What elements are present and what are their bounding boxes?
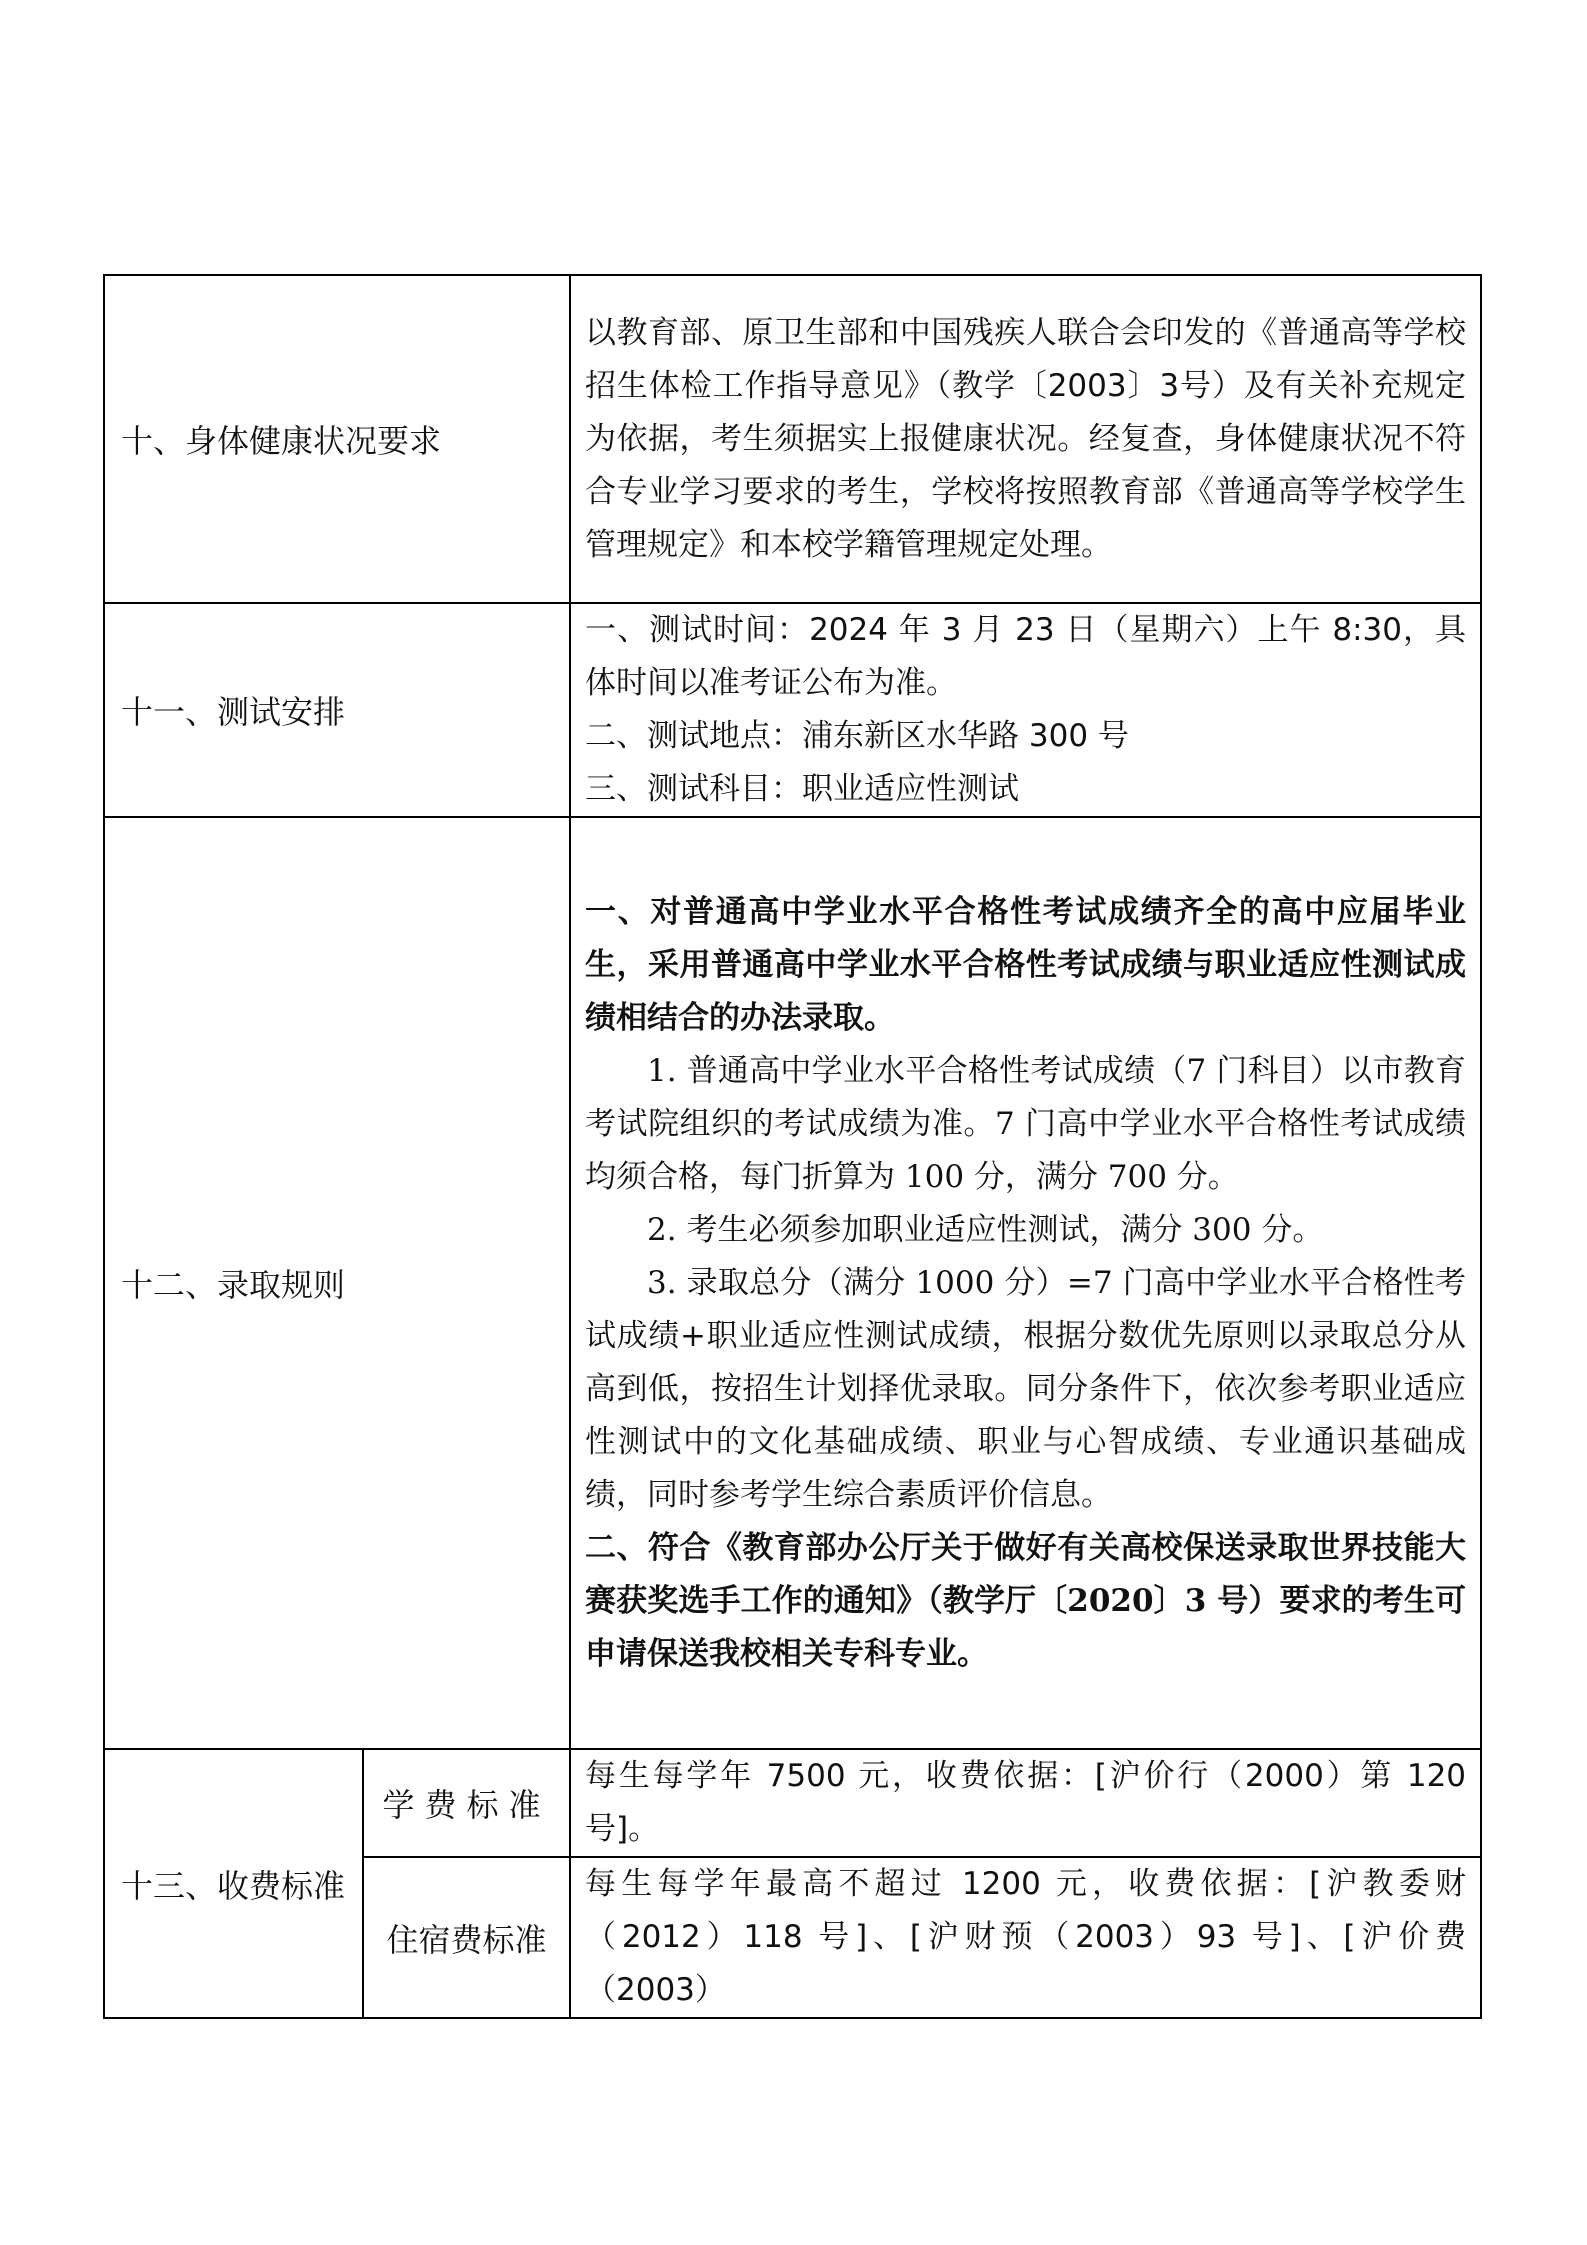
fees-label: 十三、收费标准 [104, 1749, 363, 2018]
row-admission [104, 817, 1481, 1749]
test-subject: 三、测试科目：职业适应性测试 [585, 771, 1020, 807]
admission-item-2: 2. 考生必须参加职业适应性测试，满分 300 分。 [647, 1211, 1324, 1248]
test-content [570, 603, 1481, 817]
admission-heading-2: 二、符合《教育部办公厅关于做好有关高校保送录取世界技能大赛获奖选手工作的通知》（教学厅〔2020〕3 号）要求的考生可申请保送我校相关专科专业。 [585, 1529, 1467, 1672]
row-health [104, 275, 1481, 603]
test-location: 二、测试地点：浦东新区水华路 300 号 [585, 718, 1129, 754]
row-test [104, 603, 1481, 817]
tuition-text: 每生每学年 7500 元，收费依据：[沪价行（2000）第 120 号]。 [585, 1758, 1467, 1847]
admission-heading-1: 一、对普通高中学业水平合格性考试成绩齐全的高中应届毕业生，采用普通高中学业水平合格性考试成绩与职业适应性测试成绩相结合的办法录取。 [585, 893, 1467, 1036]
row-tuition [104, 1749, 1481, 1857]
admission-content [570, 817, 1481, 1749]
tuition-label: 学费标准 [363, 1749, 570, 1857]
admissions-table [103, 274, 1482, 2019]
health-label: 十、身体健康状况要求 [104, 275, 570, 603]
lodging-content [570, 1857, 1481, 2018]
admission-label: 十二、录取规则 [104, 817, 570, 1749]
lodging-text: 每生每学年最高不超过 1200 元，收费依据：[沪教委财（2012）118 号]、[沪财预（2003）93 号]、[沪价费（2003） [585, 1866, 1467, 2008]
test-time: 一、测试时间：2024 年 3 月 23 日（星期六）上午 8:30，具体时间以准考证公布为准。 [585, 612, 1467, 701]
health-text: 以教育部、原卫生部和中国残疾人联合会印发的《普通高等学校招生体检工作指导意见》（教学〔2003〕3号）及有关补充规定为依据，考生须据实上报健康状况。经复查，身体健康状况不符合专业学习要求的考生，学校将按照教育部《普通高等学校学生管理规定》和本校学籍管理规定处理。 [585, 314, 1467, 563]
tuition-content [570, 1749, 1481, 1857]
admission-item-3: 3. 录取总分（满分 1000 分）=7 门高中学业水平合格性考试成绩+职业适应性测试成绩，根据分数优先原则以录取总分从高到低，按招生计划择优录取。同分条件下，依次参考职业适应性测试中的文化基础成绩、职业与心智成绩、专业通识基础成绩，同时参考学生综合素质评价信息。 [585, 1264, 1467, 1513]
lodging-label: 住宿费标准 [363, 1857, 570, 2018]
admission-item-1: 1. 普通高中学业水平合格性考试成绩（7 门科目）以市教育考试院组织的考试成绩为准。7 门高中学业水平合格性考试成绩均须合格，每门折算为 100 分，满分 700 分。 [585, 1052, 1467, 1195]
health-content [570, 275, 1481, 603]
test-label: 十一、测试安排 [104, 603, 570, 817]
